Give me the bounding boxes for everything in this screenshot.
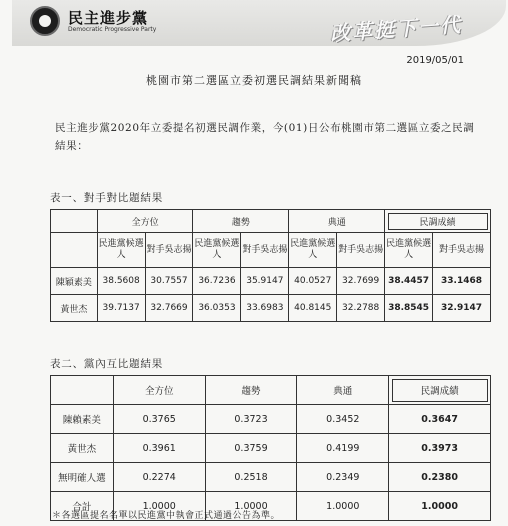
cell-value: 38.8545 — [385, 295, 433, 322]
row-label: 黃世杰 — [51, 434, 114, 463]
cell-value: 36.0353 — [193, 295, 241, 322]
row-label: 陳賴素美 — [51, 405, 114, 434]
group-header: 趨勢 — [193, 210, 289, 233]
cell-value: 1.0000 — [113, 492, 205, 521]
sub-header: 對手吳志揚 — [145, 233, 193, 268]
letterhead — [12, 0, 506, 46]
cell-value: 1.0000 — [297, 492, 389, 521]
cell-value: 32.9147 — [433, 295, 491, 322]
cell-value: 0.3765 — [113, 405, 205, 434]
sub-header: 民進黨候選人 — [289, 233, 337, 268]
corner-cell — [51, 210, 98, 233]
cell-value: 0.2518 — [205, 463, 297, 492]
sub-header: 對手吳志揚 — [241, 233, 289, 268]
party-name: 民主進步黨 — [68, 9, 149, 27]
cell-value: 0.3452 — [297, 405, 389, 434]
intro-paragraph: 民主進步黨2020年立委提名初選民調作業，今(01)日公布桃園市第二選區立委之民調結果： — [55, 122, 475, 152]
cell-value: 0.3647 — [389, 405, 491, 434]
cell-value: 32.2788 — [337, 295, 385, 322]
group-header: 民調成績 — [385, 210, 491, 233]
group-header: 全方位 — [97, 210, 193, 233]
slogan: 改革挺下一代 — [329, 12, 463, 46]
cell-value: 35.9147 — [241, 268, 289, 295]
cell-value: 0.2349 — [297, 463, 389, 492]
table-row — [51, 268, 491, 295]
party-name-en: Democratic Progressive Party — [68, 26, 157, 33]
table-row — [51, 405, 491, 434]
head-to-head-table — [50, 209, 491, 322]
cell-value: 33.1468 — [433, 268, 491, 295]
candidate-name: 黃世杰 — [51, 295, 98, 322]
cell-value: 1.0000 — [205, 492, 297, 521]
cell-value: 30.7557 — [145, 268, 193, 295]
table1-title: 表一、對手對比題結果 — [50, 192, 163, 204]
cell-value: 0.3961 — [113, 434, 205, 463]
cell-value: 32.7699 — [337, 268, 385, 295]
cell-value: 38.4457 — [385, 268, 433, 295]
cell-value: 0.3759 — [205, 434, 297, 463]
sub-header: 民進黨候選人 — [97, 233, 145, 268]
party-comparison-table — [50, 375, 491, 521]
table-row — [51, 434, 491, 463]
column-header: 全方位 — [113, 376, 205, 405]
cell-value: 40.0527 — [289, 268, 337, 295]
candidate-name: 陳穎素美 — [51, 268, 98, 295]
sub-header: 民進黨候選人 — [385, 233, 433, 268]
table2-title: 表二、黨內互比題結果 — [50, 358, 163, 370]
sub-header: 對手吳志揚 — [337, 233, 385, 268]
sub-header: 對手吳志揚 — [433, 233, 491, 268]
row-label: 無明確人選 — [51, 463, 114, 492]
document-title: 桃園市第二選區立委初選民調結果新聞稿 — [146, 74, 362, 87]
cell-value: 36.7236 — [193, 268, 241, 295]
cell-value: 0.2380 — [389, 463, 491, 492]
column-header: 典通 — [297, 376, 389, 405]
cell-value: 33.6983 — [241, 295, 289, 322]
release-date: 2019/05/01 — [406, 55, 464, 66]
cell-value: 1.0000 — [389, 492, 491, 521]
corner-cell — [51, 233, 98, 268]
cell-value: 0.4199 — [297, 434, 389, 463]
row-label: 合計 — [51, 492, 114, 521]
table-row — [51, 295, 491, 322]
party-logo-icon — [30, 6, 60, 36]
cell-value: 40.8145 — [289, 295, 337, 322]
cell-value: 0.2274 — [113, 463, 205, 492]
cell-value: 38.5608 — [97, 268, 145, 295]
table-row — [51, 463, 491, 492]
group-header: 典通 — [289, 210, 385, 233]
footnote: ＊各選區提名名單以民進黨中執會正式通過公告為準。 — [52, 511, 281, 521]
corner-cell — [51, 376, 114, 405]
cell-value: 0.3723 — [205, 405, 297, 434]
cell-value: 0.3973 — [389, 434, 491, 463]
column-header: 民調成績 — [389, 376, 491, 405]
cell-value: 39.7137 — [97, 295, 145, 322]
column-header: 趨勢 — [205, 376, 297, 405]
cell-value: 32.7669 — [145, 295, 193, 322]
sub-header: 民進黨候選人 — [193, 233, 241, 268]
